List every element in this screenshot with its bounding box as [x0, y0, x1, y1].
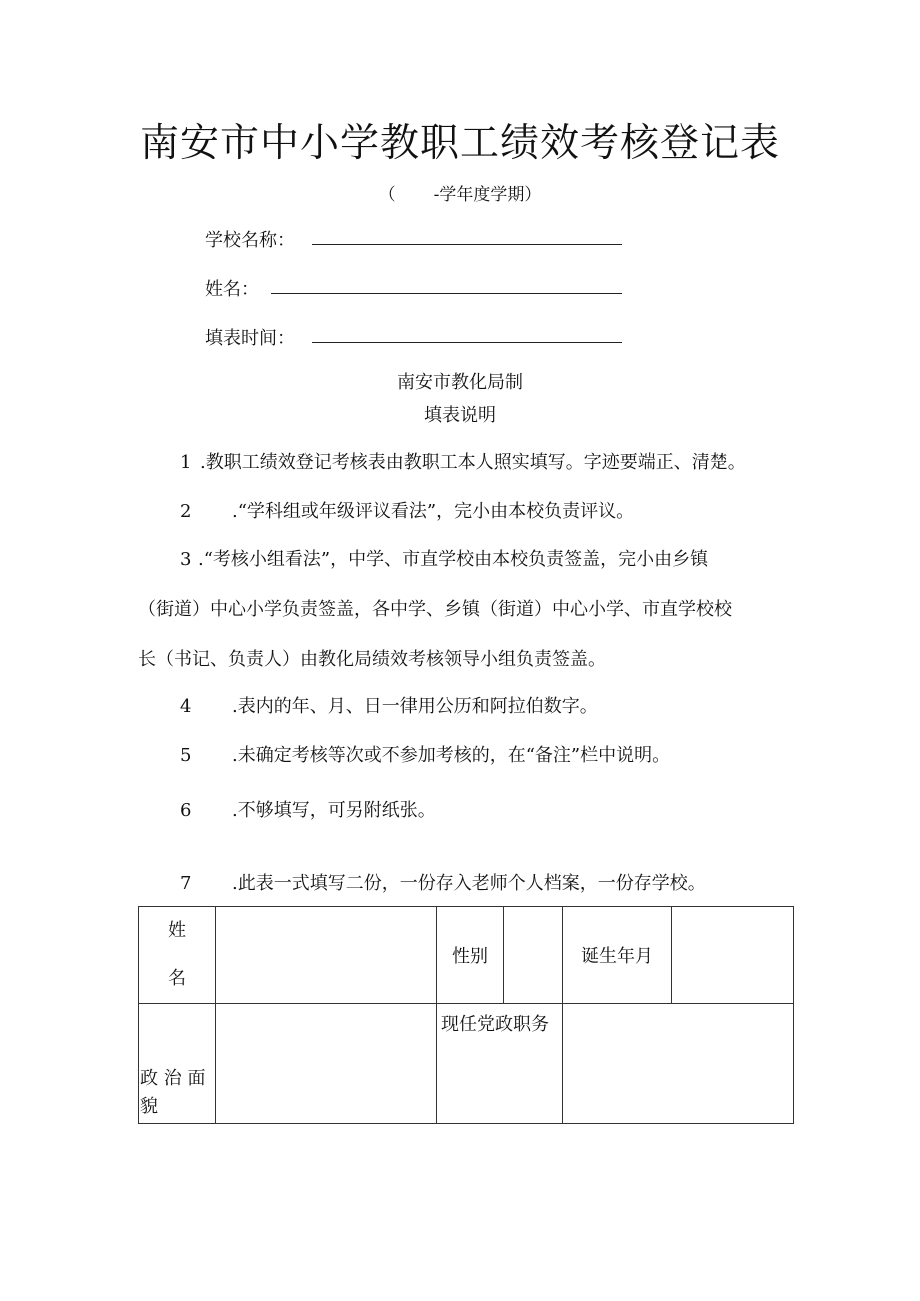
- instruction-text: .此表一式填写二份，一份存入老师个人档案，一份存学校。: [232, 873, 706, 894]
- instruction-text: .未确定考核等次或不参加考核的，在“备注”栏中说明。: [232, 745, 671, 766]
- fill-date-field[interactable]: [312, 342, 622, 343]
- instruction-item-4: [180, 692, 598, 718]
- instruction-number: 3: [180, 549, 192, 570]
- instruction-item-3-cont1: （街道）中心小学负责签盖，各中学、乡镇（街道）中心小学、市直学校校: [138, 599, 732, 620]
- instruction-item-5: [180, 741, 670, 767]
- instruction-item-3: [180, 545, 708, 571]
- name-field[interactable]: [271, 293, 622, 294]
- political-label-cell: [139, 1004, 216, 1124]
- instruction-text: .“考核小组看法”，中学、市直学校由本校负责签盖，完小由乡镇: [198, 549, 709, 570]
- instruction-number: 6: [180, 800, 192, 821]
- birth-label-cell: 诞生年月: [563, 907, 672, 1004]
- instruction-item-3-cont2: 长（书记、负责人）由教化局绩效考核领导小组负责签盖。: [138, 649, 606, 670]
- issuer-text: 南安市教化局制: [397, 372, 523, 393]
- name-label-char-1: 姓: [168, 920, 186, 941]
- name-label-cell: [139, 907, 216, 1004]
- instruction-text: .不够填写，可另附纸张。: [232, 800, 436, 821]
- gender-value-cell[interactable]: [504, 907, 563, 1004]
- political-value-cell[interactable]: [216, 1004, 437, 1124]
- birth-value-cell[interactable]: [672, 907, 794, 1004]
- school-name-field[interactable]: [312, 244, 622, 245]
- instruction-item-7: [180, 869, 706, 895]
- instruction-number: 1: [180, 452, 192, 473]
- table-row: [139, 1004, 794, 1124]
- teacher-info-table: [138, 906, 794, 1124]
- page-title: 南安市中小学教职工绩效考核登记表: [139, 121, 780, 166]
- subtitle-text: -学年度学期）: [433, 185, 542, 205]
- subtitle-open-paren: （: [378, 185, 396, 205]
- instruction-number: 2: [180, 501, 192, 522]
- fill-date-label: 填表时间：: [205, 328, 295, 349]
- position-value-cell[interactable]: [563, 1004, 794, 1124]
- instructions-title: 填表说明: [424, 405, 496, 426]
- political-label-line-2: 貌: [140, 1096, 158, 1117]
- instruction-number: 5: [180, 745, 192, 766]
- instruction-text: .表内的年、月、日一律用公历和阿拉伯数字。: [232, 696, 598, 717]
- position-label-cell: 现任党政职务: [437, 1004, 563, 1124]
- name-value-cell[interactable]: [216, 907, 437, 1004]
- instruction-text: .教职工绩效登记考核表由教职工本人照实填写。字迹要端正、清楚。: [200, 452, 746, 473]
- instruction-item-1: [180, 448, 746, 474]
- instruction-item-6: [180, 796, 436, 822]
- instruction-number: 4: [180, 696, 192, 717]
- gender-label-cell: 性别: [437, 907, 504, 1004]
- school-year-subtitle: [0, 180, 920, 205]
- instruction-text: .“学科组或年级评议看法”，完小由本校负责评议。: [232, 501, 635, 522]
- table-row: [139, 907, 794, 1004]
- political-label-line-1: 政 治 面: [140, 1068, 206, 1089]
- name-label: 姓名：: [205, 279, 259, 300]
- name-label-char-2: 名: [168, 968, 186, 989]
- instruction-number: 7: [180, 873, 192, 894]
- school-name-label: 学校名称：: [205, 230, 295, 251]
- instruction-item-2: [180, 497, 634, 523]
